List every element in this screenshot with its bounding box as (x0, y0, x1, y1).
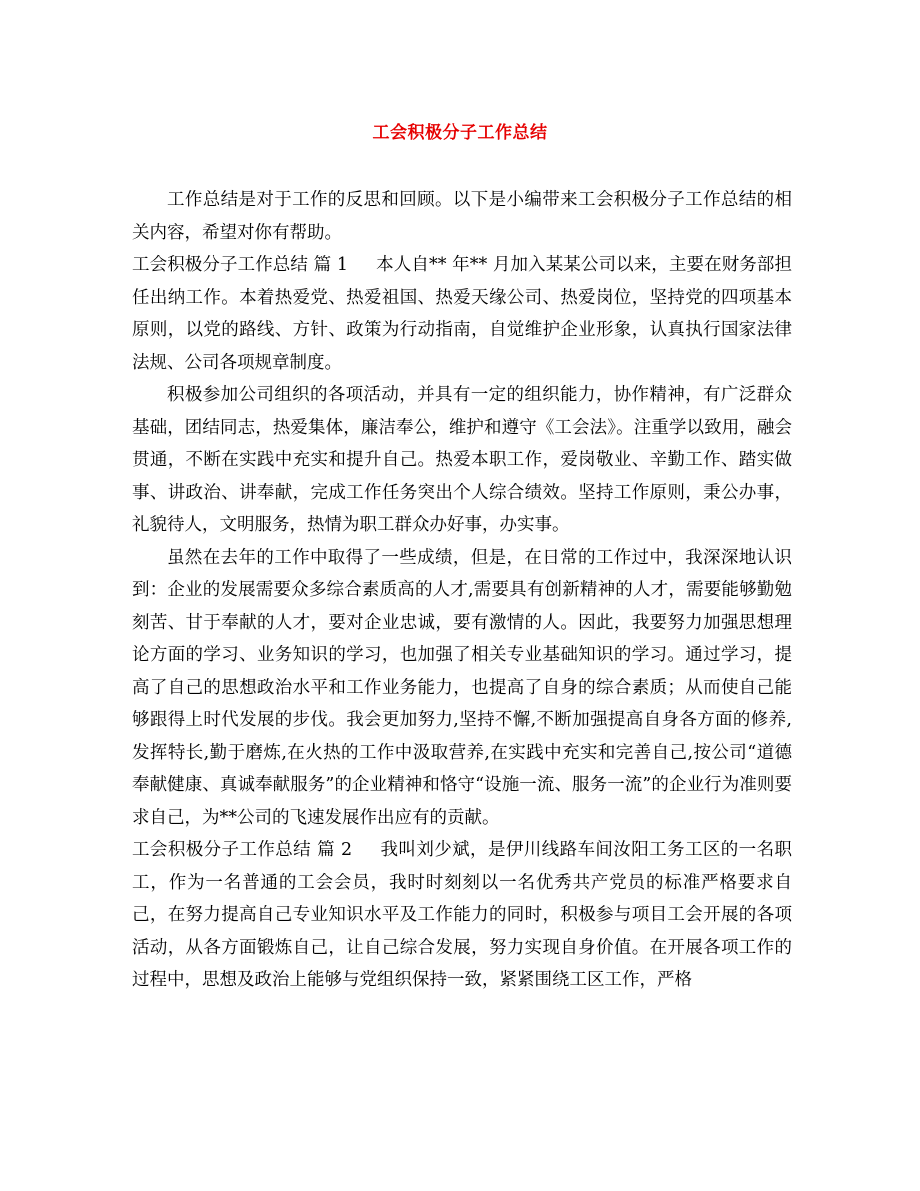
section-2-text: 我叫刘少斌，是伊川线路车间汝阳工务工区的一名职工，作为一名普通的工会会员，我时时刻刻以一名优秀共产党员的标准严格要求自己，在努力提高自己专业知识水平及工作能力的同时，积极参与项目工会开展的各项活动，从各方面锻炼自己，让自己综合发展，努力实现自身价值。在开展各项工作的过程中，思想及政治上能够与党组织保持一致，紧紧围绕工区工作，严格 (132, 840, 793, 990)
intro-paragraph: 工作总结是对于工作的反思和回顾。以下是小编带来工会积极分子工作总结的相关内容，希望对你有帮助。 (132, 190, 792, 243)
document-title: 工会积极分子工作总结 (372, 123, 548, 143)
section-1-first-paragraph (132, 249, 792, 379)
section-1-text: 本人自** 年** 月加入某某公司以来，主要在财务部担任出纳工作。本着热爱党、热爱祖国、热爱天缘公司、热爱岗位，坚持党的四项基本原则，以党的路线、方针、政策为行动指南，自觉维护企业形象，认真执行国家法律法规、公司各项规章制度。 (132, 255, 792, 373)
section-2-first-paragraph (132, 834, 792, 997)
document-body (132, 184, 792, 997)
section-1-paragraph-2: 积极参加公司组织的各项活动，并具有一定的组织能力，协作精神，有广泛群众基础，团结同志，热爱集体，廉洁奉公，维护和遵守《工会法》。注重学以致用，融会贯通，不断在实践中充实和提升自己。热爱本职工作，爱岗敬业、辛勤工作、踏实做事、讲政治、讲奉献，完成工作任务突出个人综合绩效。坚持工作原则，秉公办事，礼貌待人，文明服务，热情为职工群众办好事，办实事。 (132, 385, 792, 535)
section-1-heading: 工会积极分子工作总结 篇 1 (132, 255, 349, 275)
section-1-paragraph-3: 虽然在去年的工作中取得了一些成绩，但是，在日常的工作过中，我深深地认识到：企业的发展需要众多综合素质高的人才,需要具有创新精神的人才，需要能够勤勉刻苦、甘于奉献的人才，要对企业忠诚，要有激情的人。因此，我要努力加强思想理论方面的学习、业务知识的学习，也加强了相关专业基础知识的学习。通过学习，提高了自己的思想政治水平和工作业务能力，也提高了自身的综合素质；从而使自己能够跟得上时代发展的步伐。我会更加努力,坚持不懈,不断加强提高自身各方面的修养,发挥特长,勤于磨炼,在火热的工作中汲取营养,在实践中充实和完善自己,按公司“道德奉献健康、真诚奉献服务”的企业精神和恪守“设施一流、服务一流”的企业行为准则要求自己，为**公司的飞速发展作出应有的贡献。 (132, 547, 792, 828)
section-2-heading: 工会积极分子工作总结 篇 2 (132, 840, 353, 860)
